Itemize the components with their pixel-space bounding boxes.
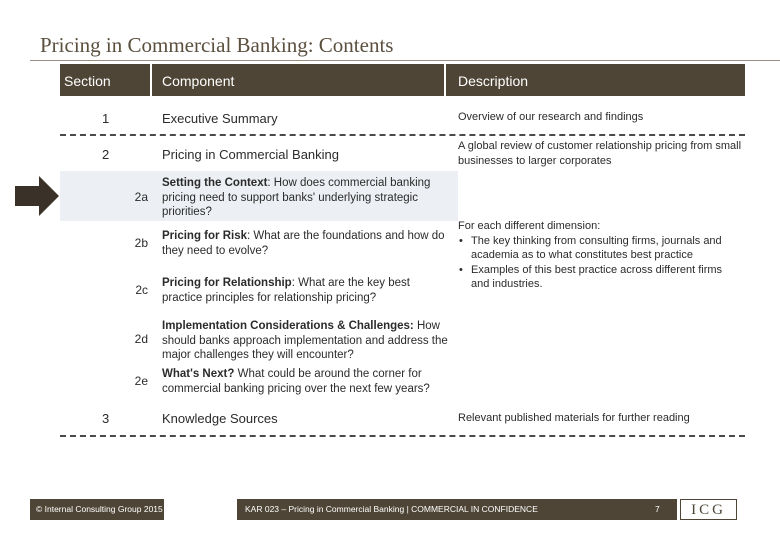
row-divider [60,134,745,136]
table-header-component [152,64,444,96]
row-3-component: Knowledge Sources [162,411,278,426]
subsection-2b-number: 2b [134,236,148,250]
subsection-2a-title: Setting the Context [162,177,268,189]
header-description-label: Description [458,73,529,89]
dimension-note-point-1: • The key thinking from consulting firms, journals and academia as to what constitutes best practice [458,234,743,263]
subsection-2b-title: Pricing for Risk [162,230,247,242]
row-divider [60,435,745,437]
subsection-2e-title: What's Next? [162,368,235,380]
subsection-2d-title: Implementation Considerations & Challenges: [162,320,414,332]
subsection-2a-detail: : How does commercial banking pricing need to support banks' underlying strategic priorities? [162,177,431,218]
dimension-note [458,219,743,292]
dimension-note-points [458,234,743,292]
subsection-2b-detail: : What are the foundations and how do they need to evolve? [162,230,445,257]
footer-bar-right [237,499,677,520]
subsection-2c-number: 2c [135,283,148,297]
subsection-2b-text [162,229,452,258]
subsection-2d-number: 2d [134,332,148,346]
row-1-description: Overview of our research and findings [458,111,644,123]
footer-copyright: © Internal Consulting Group 2015 [36,504,163,514]
row-2-component: Pricing in Commercial Banking [162,147,340,162]
row-3-description: Relevant published materials for further reading [458,412,690,424]
row-1-component: Executive Summary [162,111,278,126]
footer-page-number: 7 [655,504,660,514]
right-arrow-icon [15,176,59,216]
subsection-2e-detail: What could be around the corner for commercial banking pricing over the next few years? [162,368,430,395]
subsection-2c-title: Pricing for Relationship [162,277,292,289]
table-header-description [446,64,745,96]
subsection-2d-text [162,319,452,363]
dimension-note-point-2: • Examples of this best practice across different firms and industries. [458,263,743,292]
title-divider [30,60,780,61]
row-2-description: A global review of customer relationship pricing from small businesses to larger corporates [458,140,742,167]
subsection-2a-number: 2a [134,190,148,204]
page-title: Pricing in Commercial Banking: Contents [40,33,394,57]
subsection-2e-number: 2e [134,374,148,388]
subsection-2c-detail: : What are the key best practice principles for relationship pricing? [162,277,410,304]
subsection-2e-text [162,367,452,396]
subsection-2c-text [162,276,452,305]
footer-bar-left [30,499,164,520]
icg-logo: ICG [680,499,737,520]
subsection-2a-text [162,176,452,220]
row-3-number: 3 [102,411,110,426]
row-1-number: 1 [102,111,110,126]
dimension-note-intro: For each different dimension: [458,220,601,232]
footer-document: KAR 023 – Pricing in Commercial Banking | COMMERCIAL IN CONFIDENCE [245,504,538,514]
table-header-section [60,64,150,96]
header-section-label: Section [64,73,111,89]
header-component-label: Component [162,73,235,89]
row-2-number: 2 [102,147,110,162]
subsection-2d-detail: How should banks approach implementation and address the major challenges they will encounter? [162,320,448,361]
